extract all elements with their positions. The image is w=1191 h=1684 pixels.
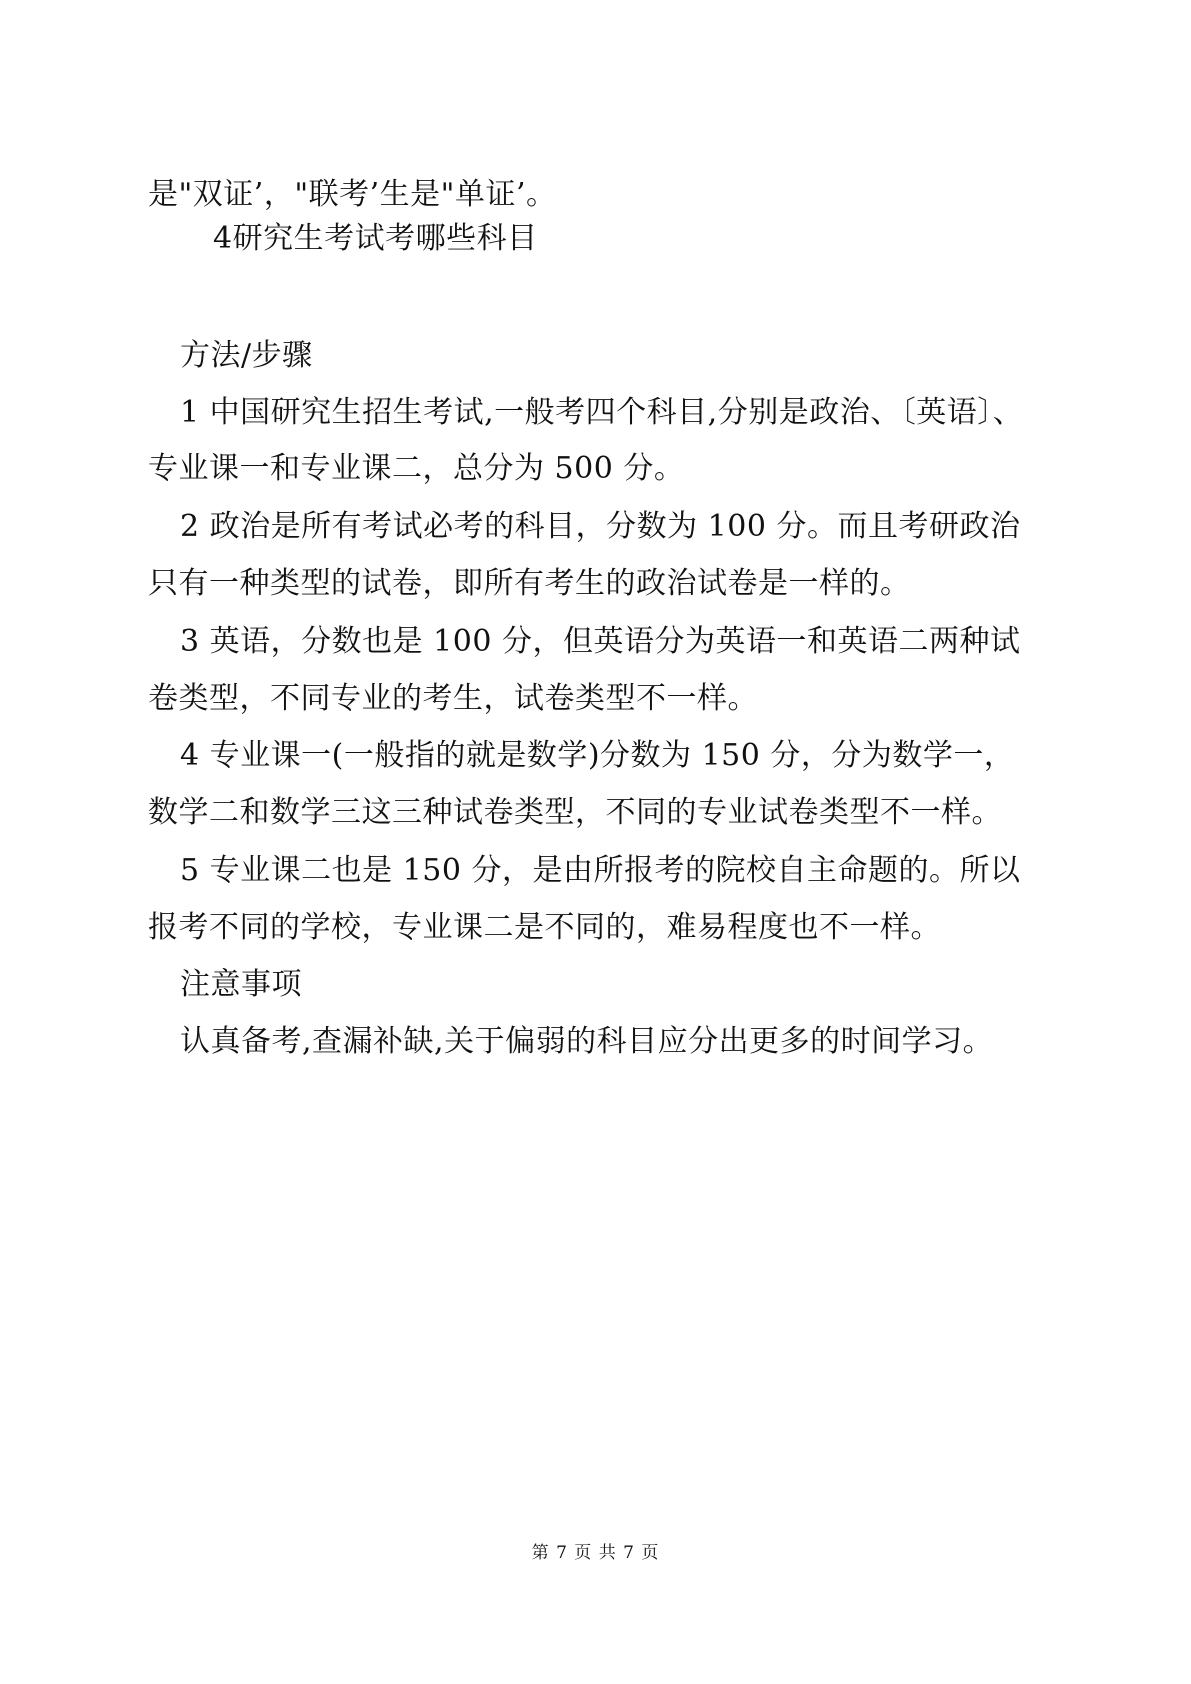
step-1-line-1: 1 中国研究生招生考试,一般考四个科目,分别是政治、〔英语〕、 xyxy=(180,395,1024,430)
step-3-line-1: 3 英语，分数也是 100 分，但英语分为英语一和英语二两种试 xyxy=(180,624,1021,659)
step-1-line-2: 专业课一和专业课二，总分为 500 分。 xyxy=(148,451,685,486)
section-heading: 4研究生考试考哪些科目 xyxy=(213,221,538,256)
paragraph-continuation: 是"双证’，"联考’生是"单证’。 xyxy=(148,177,557,212)
step-5-line-1: 5 专业课二也是 150 分，是由所报考的院校自主命题的。所以 xyxy=(180,853,1021,888)
step-2-line-2: 只有一种类型的试卷，即所有考生的政治试卷是一样的。 xyxy=(148,566,911,601)
page-footer: 第 7 页 共 7 页 xyxy=(531,1543,660,1563)
notes-text: 认真备考,查漏补缺,关于偏弱的科目应分出更多的时间学习。 xyxy=(180,1024,994,1059)
method-heading: 方法/步骤 xyxy=(180,338,313,373)
step-4-line-2: 数学二和数学三这三种试卷类型，不同的专业试卷类型不一样。 xyxy=(148,795,1002,830)
step-2-line-1: 2 政治是所有考试必考的科目，分数为 100 分。而且考研政治 xyxy=(180,509,1021,544)
step-3-line-2: 卷类型，不同专业的考生，试卷类型不一样。 xyxy=(148,681,758,716)
step-4-line-1: 4 专业课一(一般指的就是数学)分数为 150 分，分为数学一， xyxy=(180,738,1015,773)
notes-heading: 注意事项 xyxy=(180,967,302,1002)
step-5-line-2: 报考不同的学校，专业课二是不同的，难易程度也不一样。 xyxy=(148,910,941,945)
